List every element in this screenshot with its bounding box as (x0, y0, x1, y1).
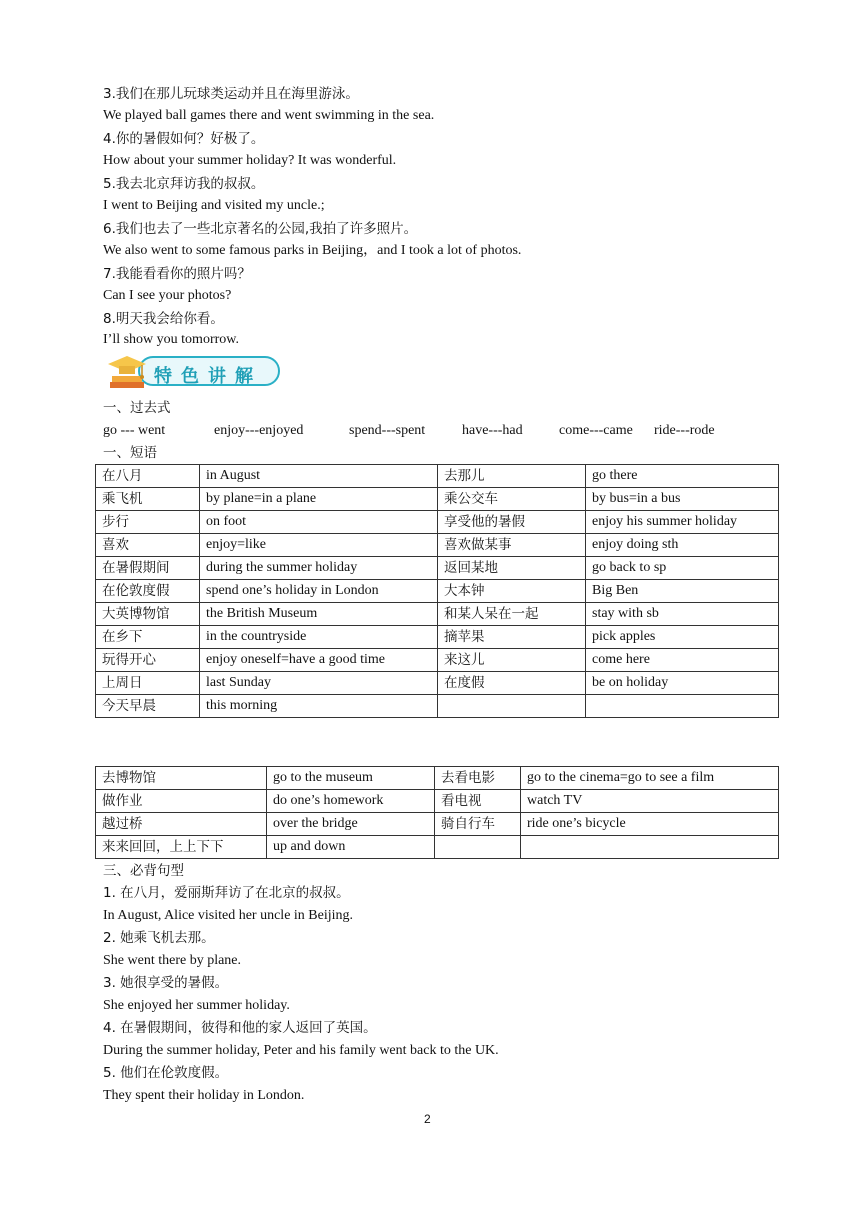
phrase-en-cell: stay with sb (586, 603, 779, 626)
phrase-zh-cell: 大英博物馆 (96, 603, 200, 626)
sentence-en-5: I went to Beijing and visited my uncle.; (103, 198, 325, 213)
phrase-en-cell: during the summer holiday (200, 557, 438, 580)
phrase-en-cell: enjoy doing sth (586, 534, 779, 557)
section-sentences-heading: 三、必背句型 (103, 863, 184, 879)
phrase-zh-cell: 在暑假期间 (96, 557, 200, 580)
phrase-zh-cell: 摘苹果 (438, 626, 586, 649)
phrase-en-cell: ride one’s bicycle (521, 813, 779, 836)
key-sentence-en: She enjoyed her summer holiday. (103, 998, 290, 1013)
phrase-zh-cell: 乘飞机 (96, 488, 200, 511)
sentence-zh-4: 4.你的暑假如何？好极了。 (103, 131, 265, 147)
phrase-en-cell: this morning (200, 695, 438, 718)
table-row (96, 511, 779, 534)
section-past-tense-heading: 一、过去式 (103, 400, 171, 416)
page-number: 2 (424, 1112, 431, 1126)
phrase-en-cell: in the countryside (200, 626, 438, 649)
banner-label: 特色讲解 (154, 366, 262, 387)
sentence-en-8: I’ll show you tomorrow. (103, 332, 239, 347)
sentence-zh-7: 7.我能看看你的照片吗？ (103, 266, 251, 282)
phrase-zh-cell: 乘公交车 (438, 488, 586, 511)
verb-pair: have---had (462, 423, 523, 438)
phrase-zh-cell: 在伦敦度假 (96, 580, 200, 603)
phrase-en-cell: by bus=in a bus (586, 488, 779, 511)
sentence-en-4: How about your summer holiday? It was wonderful. (103, 153, 397, 168)
phrase-zh-cell: 去看电影 (435, 767, 521, 790)
sentence-en-3: We played ball games there and went swimming in the sea. (103, 108, 435, 123)
phrase-zh-cell: 做作业 (96, 790, 267, 813)
key-sentence-zh: 1. 在八月，爱丽斯拜访了在北京的叔叔。 (103, 885, 350, 901)
sentence-zh-6: 6.我们也去了一些北京著名的公园,我拍了许多照片。 (103, 221, 418, 237)
key-sentence-zh: 5. 他们在伦敦度假。 (103, 1065, 229, 1081)
table-row (96, 767, 779, 790)
sentence-zh-8: 8.明天我会给你看。 (103, 311, 224, 327)
key-sentence-en: They spent their holiday in London. (103, 1088, 305, 1103)
phrase-en-cell: in August (200, 465, 438, 488)
feature-banner (106, 352, 282, 392)
table-row (96, 465, 779, 488)
phrase-zh-cell: 越过桥 (96, 813, 267, 836)
key-sentence-zh: 2. 她乘飞机去那。 (103, 930, 215, 946)
table-row (96, 695, 779, 718)
section-phrases-heading: 一、短语 (103, 445, 157, 461)
table-row (96, 649, 779, 672)
phrase-zh-cell: 来这儿 (438, 649, 586, 672)
verb-pair: go --- went (103, 423, 166, 438)
phrase-en-cell: last Sunday (200, 672, 438, 695)
phrase-en-cell: go to the cinema=go to see a film (521, 767, 779, 790)
verb-pair: come---came (559, 423, 633, 438)
phrase-table-2 (95, 766, 779, 859)
phrase-zh-cell: 去博物馆 (96, 767, 267, 790)
phrase-en-cell: come here (586, 649, 779, 672)
table-row (96, 790, 779, 813)
phrase-en-cell: enjoy oneself=have a good time (200, 649, 438, 672)
verb-pair: spend---spent (349, 423, 426, 438)
phrase-zh-cell: 今天早晨 (96, 695, 200, 718)
phrase-en-cell: up and down (267, 836, 435, 859)
phrase-en-cell: enjoy=like (200, 534, 438, 557)
table-row (96, 813, 779, 836)
sentence-zh-3: 3.我们在那儿玩球类运动并且在海里游泳。 (103, 86, 359, 102)
phrase-en-cell: be on holiday (586, 672, 779, 695)
phrase-en-cell: on foot (200, 511, 438, 534)
table-row (96, 626, 779, 649)
phrase-zh-cell: 来来回回，上上下下 (96, 836, 267, 859)
phrase-zh-cell: 去那儿 (438, 465, 586, 488)
phrase-zh-cell: 骑自行车 (435, 813, 521, 836)
key-sentence-zh: 3. 她很享受的暑假。 (103, 975, 229, 991)
key-sentence-en: She went there by plane. (103, 953, 242, 968)
phrase-en-cell: go there (586, 465, 779, 488)
key-sentence-en: During the summer holiday, Peter and his family went back to the UK. (103, 1043, 499, 1058)
table-row (96, 603, 779, 626)
phrase-zh-cell: 喜欢做某事 (438, 534, 586, 557)
phrase-en-cell (521, 836, 779, 859)
table-row (96, 488, 779, 511)
table-row (96, 580, 779, 603)
phrase-zh-cell: 大本钟 (438, 580, 586, 603)
phrase-zh-cell: 上周日 (96, 672, 200, 695)
phrase-zh-cell: 看电视 (435, 790, 521, 813)
table-row (96, 557, 779, 580)
phrase-zh-cell (438, 695, 586, 718)
phrase-en-cell: by plane=in a plane (200, 488, 438, 511)
phrase-en-cell: Big Ben (586, 580, 779, 603)
phrase-en-cell: over the bridge (267, 813, 435, 836)
phrase-zh-cell: 返回某地 (438, 557, 586, 580)
phrase-zh-cell: 和某人呆在一起 (438, 603, 586, 626)
phrase-en-cell: watch TV (521, 790, 779, 813)
past-tense-list (103, 421, 783, 441)
phrase-zh-cell: 喜欢 (96, 534, 200, 557)
table-row (96, 672, 779, 695)
phrase-zh-cell (435, 836, 521, 859)
table-row (96, 836, 779, 859)
phrase-zh-cell: 玩得开心 (96, 649, 200, 672)
sentence-en-7: Can I see your photos? (103, 288, 232, 303)
sentence-zh-5: 5.我去北京拜访我的叔叔。 (103, 176, 265, 192)
phrase-en-cell: spend one’s holiday in London (200, 580, 438, 603)
phrase-en-cell: enjoy his summer holiday (586, 511, 779, 534)
verb-pair: ride---rode (654, 423, 715, 438)
phrase-table (95, 464, 779, 718)
phrase-en-cell (586, 695, 779, 718)
graduation-cap-books-icon (106, 352, 154, 392)
phrase-zh-cell: 在度假 (438, 672, 586, 695)
phrase-zh-cell: 步行 (96, 511, 200, 534)
key-sentence-zh: 4. 在暑假期间，彼得和他的家人返回了英国。 (103, 1020, 377, 1036)
phrase-en-cell: go back to sp (586, 557, 779, 580)
phrase-en-cell: go to the museum (267, 767, 435, 790)
phrase-en-cell: do one’s homework (267, 790, 435, 813)
table-row (96, 534, 779, 557)
phrase-zh-cell: 享受他的暑假 (438, 511, 586, 534)
verb-pair: enjoy---enjoyed (214, 423, 304, 438)
phrase-zh-cell: 在八月 (96, 465, 200, 488)
sentence-en-6: We also went to some famous parks in Beijing，and I took a lot of photos. (103, 243, 522, 258)
phrase-zh-cell: 在乡下 (96, 626, 200, 649)
phrase-en-cell: pick apples (586, 626, 779, 649)
key-sentence-en: In August, Alice visited her uncle in Beijing. (103, 908, 354, 923)
phrase-en-cell: the British Museum (200, 603, 438, 626)
